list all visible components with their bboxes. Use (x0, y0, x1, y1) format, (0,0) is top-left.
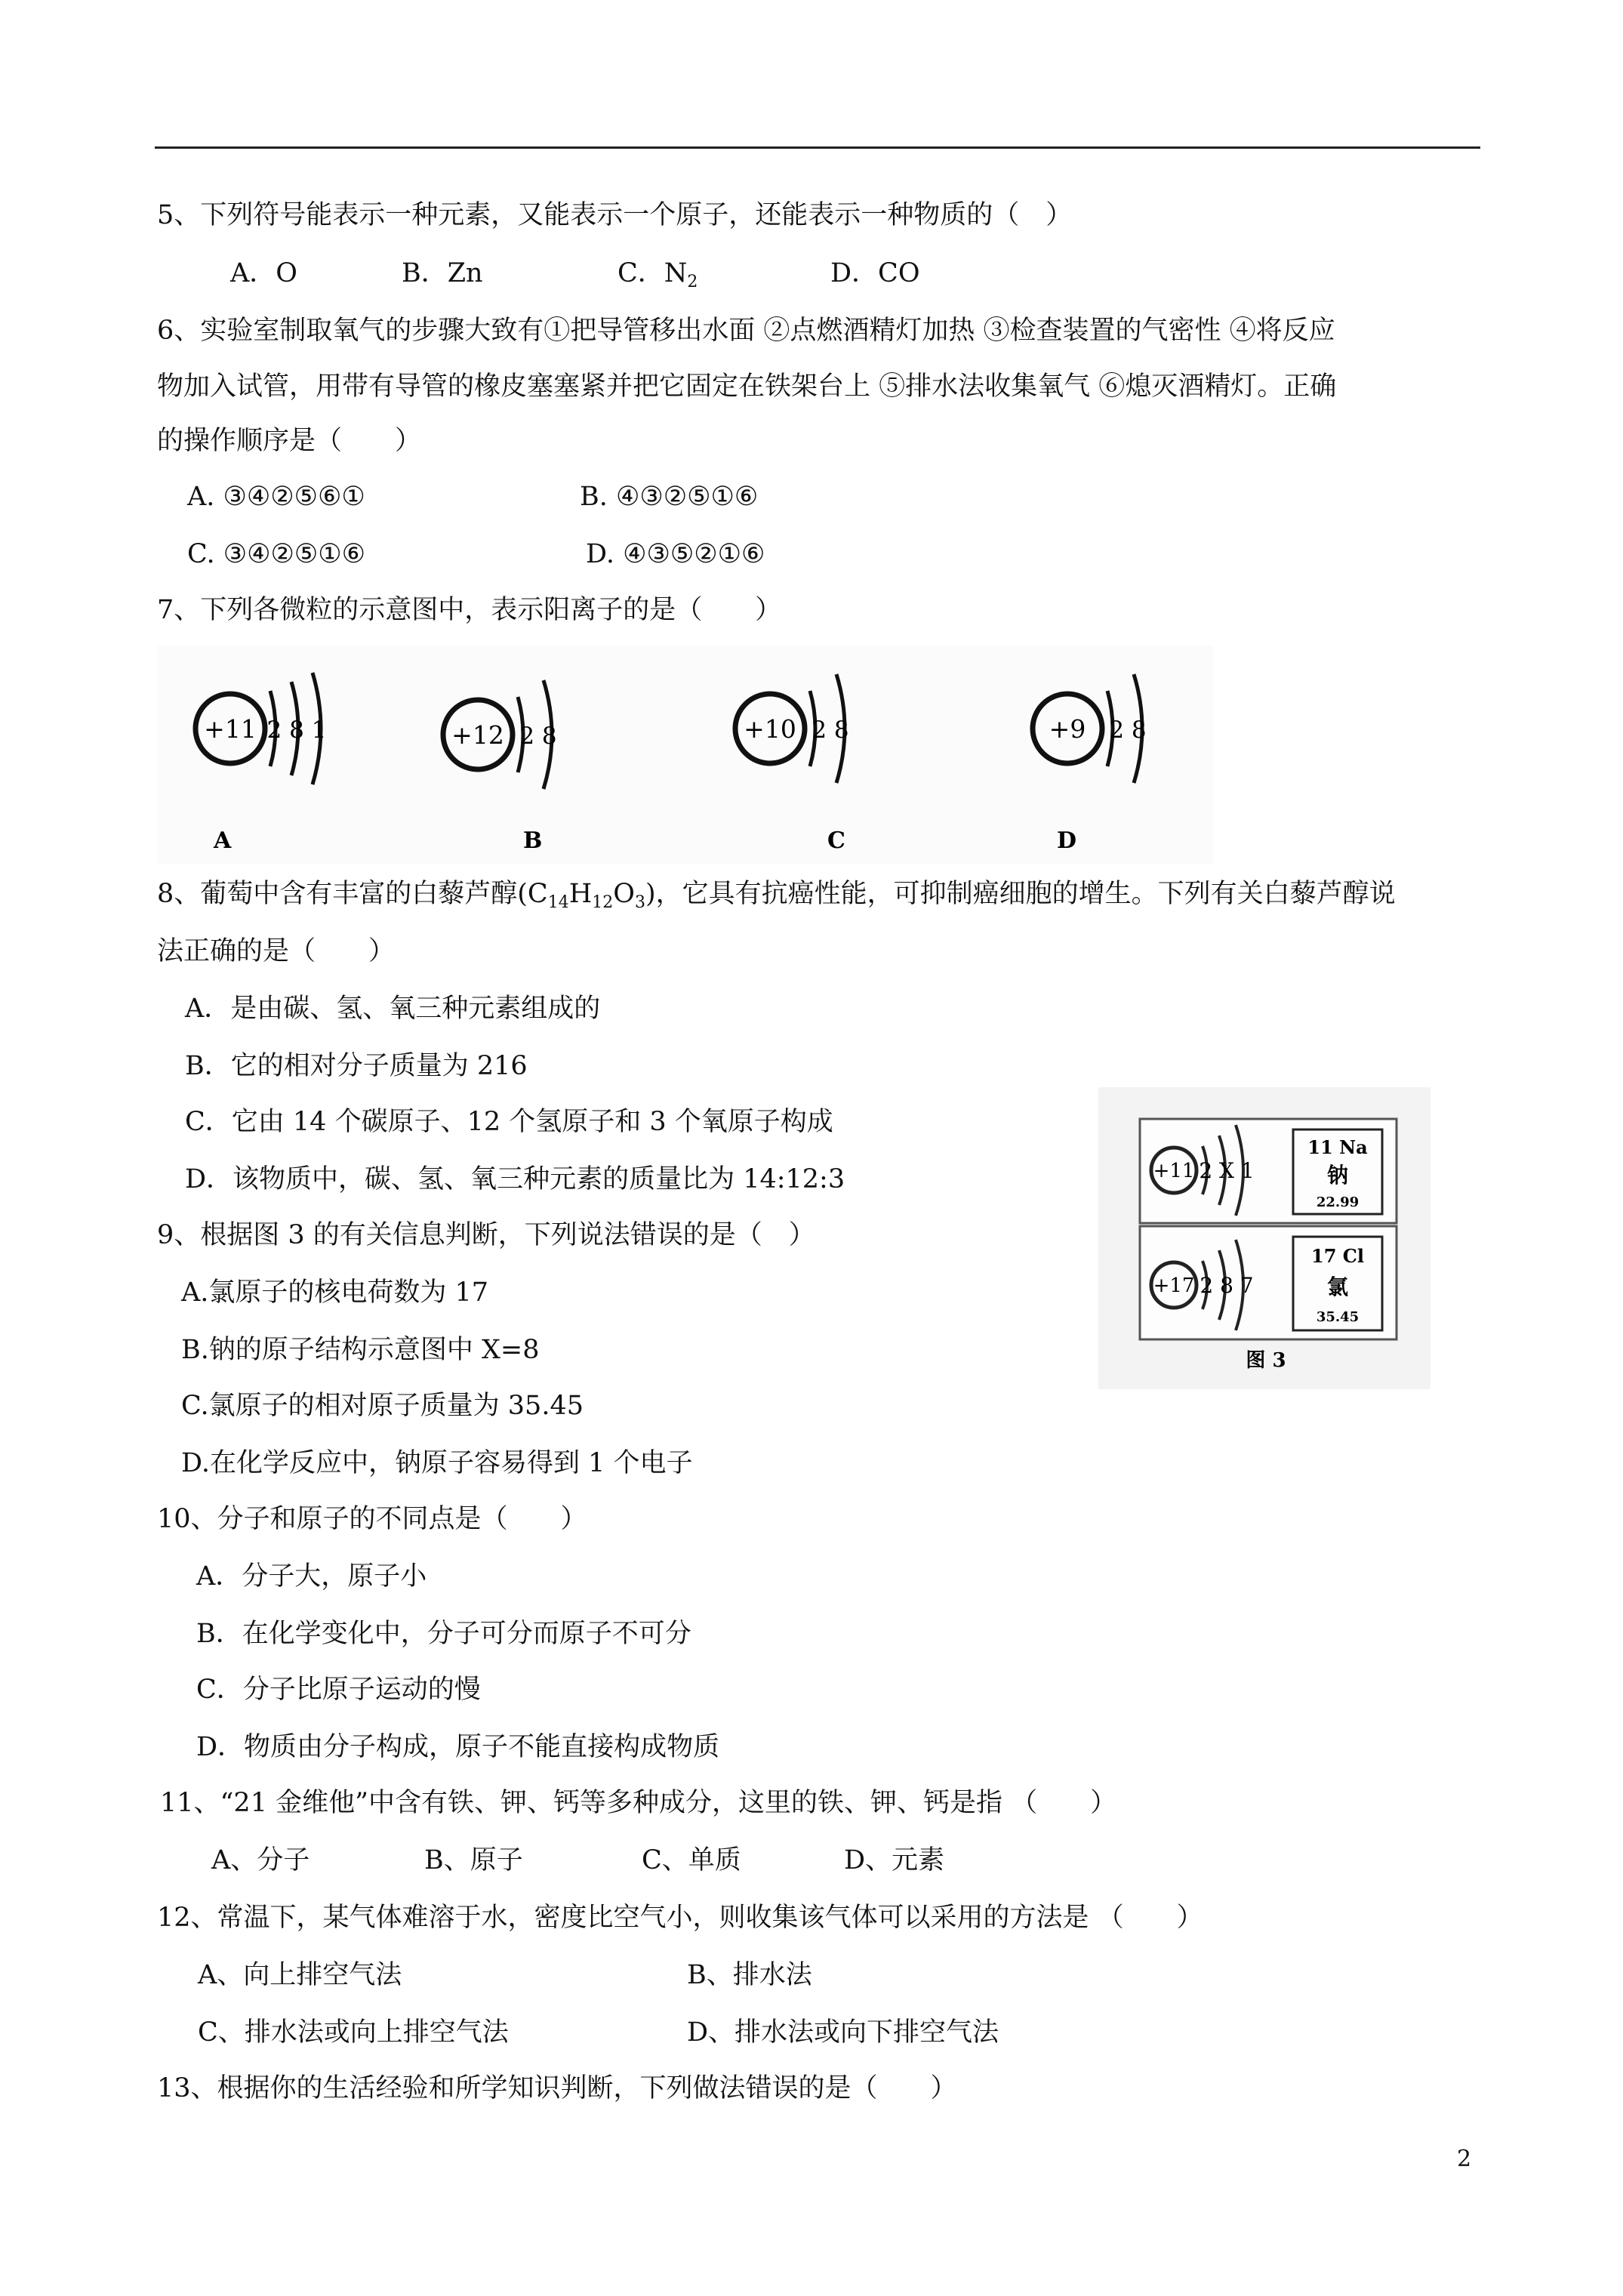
q5-option-c: C．$N_2$ (617, 258, 698, 291)
page-number: 2 (1457, 2146, 1472, 2172)
q11-option-c: C、单质 (642, 1845, 741, 1875)
particle-c-label: C (827, 827, 845, 854)
q10-stem: 10、分子和原子的不同点是（ ） (157, 1504, 587, 1534)
q5-option-d: D．CO (830, 258, 920, 288)
particle-a-shells: 2 8 1 (266, 717, 327, 744)
particle-b-label: B (523, 827, 543, 854)
q13-stem: 13、根据你的生活经验和所学知识判断，下列做法错误的是（ ） (157, 2073, 957, 2103)
na-number-symbol: 11 Na (1307, 1136, 1368, 1158)
q11-option-d: D、元素 (844, 1845, 945, 1875)
na-name: 钠 (1326, 1163, 1349, 1188)
q8-stem-line2: 法正确的是（ ） (157, 936, 396, 966)
particle-a-label: A (214, 827, 232, 854)
q9-stem: 9、根据图 3 的有关信息判断，下列说法错误的是（ ） (157, 1220, 815, 1250)
q6-option-c: C. ③④②⑤①⑥ (187, 539, 366, 569)
na-nucleus: +11 (1153, 1160, 1195, 1182)
cl-number-symbol: 17 Cl (1311, 1245, 1364, 1267)
q9-option-b: B.钠的原子结构示意图中 X=8 (181, 1335, 540, 1365)
header-rule (155, 146, 1480, 149)
q10-option-c: C．分子比原子运动的慢 (196, 1675, 481, 1705)
q9-option-a: A.氯原子的核电荷数为 17 (181, 1277, 489, 1308)
q8-option-a: A．是由碳、氢、氧三种元素组成的 (185, 994, 601, 1024)
q5-option-b: B．Zn (402, 258, 483, 288)
particle-d-label: D (1057, 827, 1077, 854)
q7-particle-diagrams (157, 646, 1214, 868)
q10-option-a: A．分子大，原子小 (196, 1561, 427, 1592)
q11-option-b: B、原子 (424, 1845, 523, 1875)
cl-name: 氯 (1326, 1274, 1349, 1299)
q7-stem: 7、下列各微粒的示意图中，表示阳离子的是（ ） (157, 595, 782, 625)
cl-shells: 2 8 7 (1200, 1273, 1254, 1298)
particle-c-shells: 2 8 (812, 717, 849, 744)
q6-option-b: B. ④③②⑤①⑥ (580, 482, 759, 512)
cl-mass: 35.45 (1316, 1309, 1360, 1325)
q9-option-d: D.在化学反应中，钠原子容易得到 1 个电子 (181, 1448, 693, 1478)
q6-option-d: D. ④③⑤②①⑥ (586, 539, 765, 569)
q10-option-b: B．在化学变化中，分子可分而原子不可分 (196, 1619, 691, 1649)
q6-stem-line3: 的操作顺序是（ ） (157, 426, 422, 456)
q11-stem: 11、“21 金维他”中含有铁、钾、钙等多种成分，这里的铁、钾、钙是指 （ ） (160, 1788, 1117, 1818)
q8-stem-line1: 8、葡萄中含有丰富的白藜芦醇$(C_{14}H_{12}O_3)$，它具有抗癌性能，可抑制癌细胞的增生。下列有关白藜芦醇说 (157, 879, 1396, 912)
q10-option-d: D．物质由分子构成，原子不能直接构成物质 (196, 1732, 720, 1762)
q5-stem: 5、下列符号能表示一种元素，又能表示一个原子，还能表示一种物质的（ ） (157, 200, 1073, 230)
q5-option-a: A．O (230, 258, 297, 288)
particle-a-nucleus: +11 (204, 714, 257, 744)
figure-3 (1098, 1087, 1431, 1392)
q11-option-a: A、分子 (211, 1845, 310, 1875)
q12-option-c: C、排水法或向上排空气法 (198, 2017, 509, 2048)
particle-b-shells: 2 8 (519, 723, 557, 750)
q8-option-b: B．它的相对分子质量为 216 (185, 1051, 528, 1081)
na-mass: 22.99 (1316, 1194, 1360, 1210)
particle-c-nucleus: +10 (744, 714, 796, 744)
q9-option-c: C.氯原子的相对原子质量为 35.45 (181, 1391, 584, 1421)
q6-stem-line1: 6、实验室制取氧气的步骤大致有①把导管移出水面 ②点燃酒精灯加热 ③检查装置的气密性 ④将反应 (157, 316, 1335, 346)
q8-option-d: D．该物质中，碳、氢、氧三种元素的质量比为 14:12:3 (185, 1164, 845, 1194)
q12-option-a: A、向上排空气法 (198, 1960, 402, 1990)
q8-option-c: C．它由 14 个碳原子、12 个氢原子和 3 个氧原子构成 (185, 1107, 833, 1137)
q7-particle-svg (157, 646, 1214, 864)
q6-option-a: A. ③④②⑤⑥① (187, 482, 365, 512)
particle-d-shells: 2 8 (1109, 717, 1147, 744)
particle-b-nucleus: +12 (451, 720, 504, 750)
na-shells: 2 X 1 (1199, 1158, 1255, 1183)
q12-stem: 12、常温下，某气体难溶于水，密度比空气小，则收集该气体可以采用的方法是 （ ） (157, 1903, 1203, 1933)
cl-nucleus: +17 (1153, 1274, 1195, 1297)
q6-stem-line2: 物加入试管，用带有导管的橡皮塞塞紧并把它固定在铁架台上 ⑤排水法收集氧气 ⑥熄灭酒精灯。正确 (157, 371, 1337, 402)
figure-3-caption: 图 3 (1246, 1349, 1286, 1372)
figure-3-svg (1098, 1087, 1431, 1389)
q12-option-b: B、排水法 (687, 1960, 812, 1990)
particle-d-nucleus: +9 (1049, 714, 1086, 744)
q12-option-d: D、排水法或向下排空气法 (687, 2017, 999, 2048)
